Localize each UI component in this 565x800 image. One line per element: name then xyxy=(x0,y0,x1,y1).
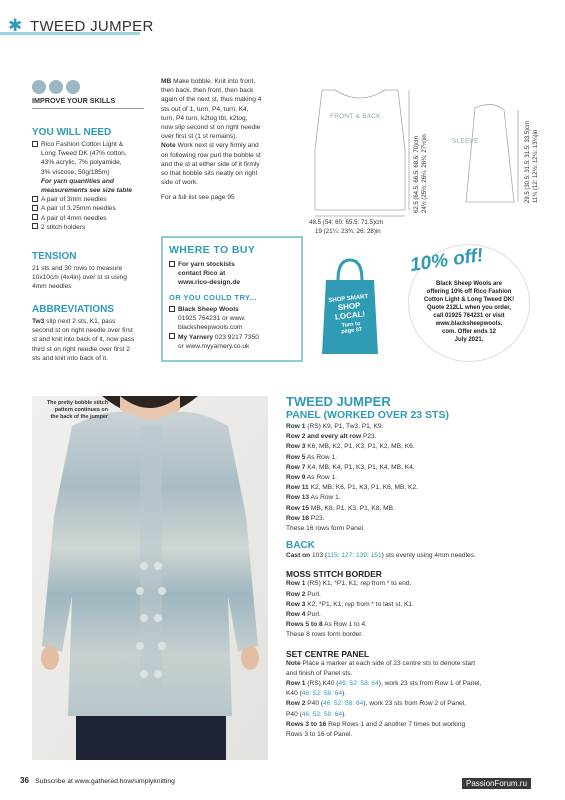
where-to-buy-box: WHERE TO BUY For yarn stockists contact Rico at www.rico-design.de OR YOU COULD TRY... Black Sheep Wools 01925 764231 or www. blacksheepwools.com My Yarnery 023 9217 7350 or www.myyarnery.co.uk xyxy=(161,236,303,362)
offer-text: Black Sheep Wools are offering 10% off Rico Fashion Cotton Light & Long Tweed DK! Quote 212LL when you order, call 01925 764231 or visit www.blacksheepwools. com. Offer ends 12 July 2021. xyxy=(423,281,515,343)
panel-rows xyxy=(286,422,546,534)
star-icon: ✱ xyxy=(8,16,23,36)
back-heading: BACK xyxy=(286,540,315,552)
pattern-row: These 16 rows form Panel. xyxy=(286,525,365,533)
rows-3-16-cont: Rows 3 to 16 of Panel. xyxy=(286,731,353,739)
pattern-row: Row 1 (RS) K1, *P1, K1; rep from * to end. xyxy=(286,580,412,588)
centre-row-2: Row 2 P40 (46: 52: 58: 64), work 23 sts from Row 2 of Panel, xyxy=(286,700,466,708)
rows-3-16: Rows 3 to 16 Rep Rows 1 and 2 another 7 times but working xyxy=(286,720,466,728)
divider xyxy=(32,108,144,109)
panel-subtitle: PANEL (WORKED OVER 23 STS) xyxy=(286,409,449,421)
pattern-row: Row 5 As Row 1. xyxy=(286,453,337,461)
abbreviations-text: Tw3 slip next 2 sts, K1, pass second st on right needle over first st and knit into back of it, now pass third st on right needle over first 2 sts and knit into back of it. xyxy=(32,318,135,362)
tension-text: 21 sts and 30 rows to measure 10x10cm (4x4in) over st st using 4mm needles xyxy=(32,265,127,291)
ball-of-yarn-icon xyxy=(66,80,80,94)
checkbox-icon xyxy=(32,205,38,211)
centre-panel-heading: SET CENTRE PANEL xyxy=(286,648,370,659)
note-line: and finish of Panel sts. xyxy=(286,669,353,677)
checkbox-icon xyxy=(169,333,175,339)
pattern-column xyxy=(286,395,546,740)
mb-note: MB Make bobble. Knit into front, then back, then front, then back again of the next st, thus making 4 sts out of 1, turn, P4, turn, K4, turn, P4 turn, k2tog tbl, k2tog, now slip second st on right needle over first st (1 st remains). Note Work next st very firmly and on following row purl the bobble st and the st at either side of it firmly so that bobble sits neatly on right side of work. For a full list see page 95 xyxy=(161,78,262,202)
checkbox-icon xyxy=(169,306,175,312)
front-width-text: 48.5 (54: 60: 65.5: 71.5)cm 19 (21¼: 23¾: 26: 28)in xyxy=(309,219,384,235)
front-height-text: 62.5 (64.5: 66.5: 68.5: 70)cm 24½ (25½: 26¼: 26¾: 27½)in xyxy=(414,134,428,213)
checkbox-icon xyxy=(32,214,38,220)
skill-level-icons xyxy=(32,80,80,94)
photo-caption: The pretty bobble stitch pattern continues on the back of the jumper xyxy=(46,400,108,420)
centre-row-1-cont: K40 (46: 52: 58: 64). xyxy=(286,690,347,698)
you-will-need-heading: YOU WILL NEED xyxy=(32,127,112,138)
list-item: A pair of 3mm needles xyxy=(32,195,157,204)
jumper-photo xyxy=(32,396,268,760)
pattern-row: Row 2 Purl. xyxy=(286,590,321,598)
checkbox-icon xyxy=(32,141,38,147)
pattern-row: Row 7 K4, MB, K4, P1, K3, P1, K4, MB, K4. xyxy=(286,463,415,471)
offer-headline: 10% off! xyxy=(408,244,485,277)
checkbox-icon xyxy=(32,223,38,229)
pattern-row: Row 3 K6, MB, K2, P1, K3, P1, K2, MB, K6. xyxy=(286,443,415,451)
pattern-row: Row 11 K2, MB, K6, P1, K3, P1, K6, MB, K2. xyxy=(286,484,418,492)
sleeve-height-text: 29.5 (30.5: 31.5: 31.5: 33.5)cm 11¾ (12: 12½: 12½: 13¼)in xyxy=(525,120,539,203)
front-back-label: FRONT & BACK xyxy=(330,113,381,120)
skills-label: IMPROVE YOUR SKILLS xyxy=(32,96,116,105)
pattern-row: Row 4 Purl. xyxy=(286,611,321,619)
sleeve-outline xyxy=(466,104,514,202)
pattern-row: Row 13 As Row 1. xyxy=(286,494,341,502)
moss-heading: MOSS STITCH BORDER xyxy=(286,569,382,580)
centre-row-2-cont: P40 (46: 52: 58: 64). xyxy=(286,710,347,718)
pattern-row: Row 15 MB, K8, P1, K3, P1, K8, MB. xyxy=(286,504,395,512)
list-item: 2 stitch holders xyxy=(32,223,157,232)
page-number: 36 xyxy=(20,776,29,785)
moss-rows xyxy=(286,579,546,640)
front-back-outline xyxy=(315,90,405,210)
list-item: A pair of 4mm needles xyxy=(32,214,157,223)
subscribe-link[interactable]: Subscribe at www.gathered.how/simplyknitting xyxy=(35,778,175,785)
pattern-row: Rows 5 to 8 As Row 1 to 4. xyxy=(286,621,367,629)
tension-heading: TENSION xyxy=(32,251,77,262)
pattern-row: Row 16 P23. xyxy=(286,514,325,522)
pattern-title: TWEED JUMPER xyxy=(286,394,391,409)
note-line: Note Place a marker at each side of 23 centre sts to denote start xyxy=(286,659,476,667)
checkbox-icon xyxy=(32,196,38,202)
pattern-row: Row 3 K2, *P1, K1; rep from * to last st, K1. xyxy=(286,600,414,608)
footer xyxy=(20,776,175,785)
pattern-row: Row 1 (RS) K9, P1, Tw3, P1, K9. xyxy=(286,423,384,430)
watermark: PassionForum.ru xyxy=(462,778,531,789)
you-will-need-list: Rico Fashion Cotton Light & Long Tweed DK (47% cotton, 43% acrylic, 7% polyamide, 3% viscose, 50g/185m) For yarn quantities and measurements see size table A pair of 3mm needles A pair of 3.25mm needles A pair of 4mm needles 2 stitch holders xyxy=(32,140,157,232)
abbr-tw3-text: slip next 2 sts, K1, pass xyxy=(44,318,116,325)
checkbox-icon xyxy=(169,261,175,267)
ball-of-yarn-icon xyxy=(32,80,46,94)
or-you-could-try-heading: OR YOU COULD TRY... xyxy=(169,293,258,302)
abbreviations-heading: ABBREVIATIONS xyxy=(32,304,115,315)
shop-local-text: SHOP SMART SHOP LOCAL! Turn to page 87 xyxy=(328,294,369,335)
ball-of-yarn-icon xyxy=(49,80,63,94)
pattern-row: Row 9 As Row 1. xyxy=(286,474,337,482)
cast-on-line: Cast on 103 (115: 127: 139: 151) sts evenly using 4mm needles. xyxy=(286,552,476,560)
pattern-row: These 8 rows form border. xyxy=(286,631,363,639)
sleeve-label: SLEEVE xyxy=(452,138,479,145)
centre-row-1: Row 1 (RS) K40 (46: 52: 58: 64), work 23 sts from Row 1 of Panel, xyxy=(286,680,482,688)
list-item: Rico Fashion Cotton Light & xyxy=(32,140,157,149)
list-item: A pair of 3.25mm needles xyxy=(32,204,157,213)
pattern-row: Row 2 and every alt row P23. xyxy=(286,433,377,441)
page-title: TWEED JUMPER xyxy=(30,18,154,35)
where-to-buy-heading: WHERE TO BUY xyxy=(169,244,256,256)
